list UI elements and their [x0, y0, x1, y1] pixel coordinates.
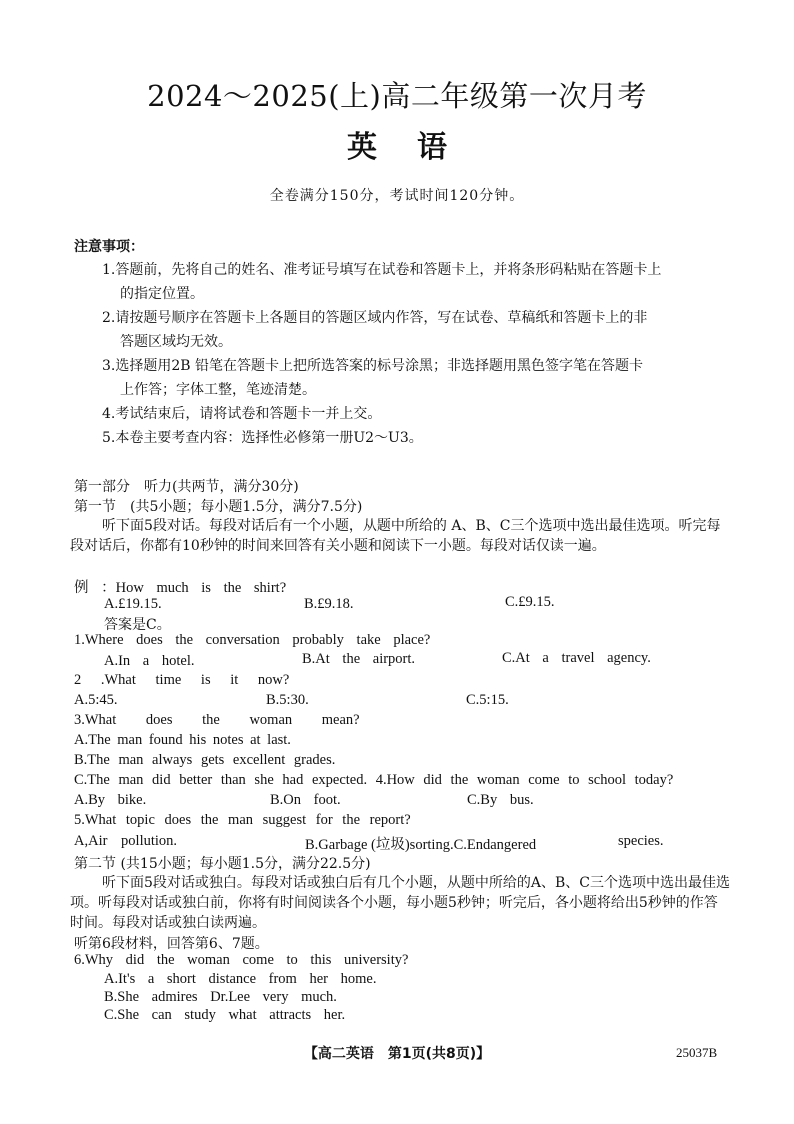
- section1-heading: 第一节 (共5小题；每小题1.5分，满分7.5分): [74, 499, 363, 515]
- note-line-cont: 答题区域均无效。: [120, 334, 232, 350]
- subject-title: 英语: [347, 130, 487, 165]
- q6-option-b: B.She admires Dr.Lee very much.: [104, 989, 337, 1005]
- section2-heading: 第二节 (共15小题；每小题1.5分，满分22.5分): [74, 856, 371, 872]
- q4-option-b: B.On foot.: [270, 792, 341, 808]
- note-line: 2.请按题号顺序在答题卡上各题目的答题区域内作答，写在试卷、草稿纸和答题卡上的非: [102, 310, 648, 326]
- q2-option-b: B.5:30.: [266, 692, 309, 708]
- q3-option-b: B.The man always gets excellent grades.: [74, 752, 336, 768]
- note-item-4: [102, 402, 722, 426]
- note-line-cont: 的指定位置。: [120, 286, 204, 302]
- note-item-2: [102, 306, 722, 354]
- note-line: 3.选择题用2B 铅笔在答题卡上把所选答案的标号涂黑；非选择题用黑色签字笔在答题卡: [102, 358, 644, 374]
- notes-heading: 注意事项：: [74, 239, 144, 255]
- full-score-note: 全卷满分150分，考试时间120分钟。: [269, 188, 525, 204]
- example-option-a: A.£19.15.: [104, 596, 162, 612]
- q1-text: 1.Where does the conversation probably take place?: [74, 632, 431, 648]
- material-note: 听第6段材料，回答第6、7题。: [74, 936, 269, 952]
- q5-option-b: B.Garbage (垃圾)sorting.C.Endangered: [305, 837, 537, 853]
- section1-instructions: 听下面5段对话。每段对话后有一个小题，从题中所给的 A、B、C三个选项中选出最佳选项。听完每段对话后，你都有10秒钟的时间来回答有关小题和阅读下一小题。每段对话仅读一遍。: [70, 518, 721, 554]
- q4-option-a: A.By bike.: [74, 792, 147, 808]
- note-line: 1.答题前，先将自己的姓名、准考证号填写在试卷和答题卡上，并将条形码粘贴在答题卡上: [102, 262, 662, 278]
- note-item-1: [102, 258, 722, 306]
- paper-code: 25037B: [676, 1045, 718, 1060]
- note-item-3: [102, 354, 722, 402]
- section2-instructions: 听下面5段对话或独白。每段对话或独白后有几个小题，从题中所给的A、B、C三个选项中选出最佳选项。听每段对话或独白前，你将有时间阅读各个小题，每小题5秒钟；听完后，各小题将给出5秒钟的作答时间。每段对话或独白读两遍。: [70, 875, 731, 931]
- q3-option-a: A.The man found his notes at last.: [74, 732, 291, 748]
- q6-option-c: C.She can study what attracts her.: [104, 1007, 346, 1023]
- q5-option-c-tail: species.: [618, 833, 664, 849]
- q1-option-b: B.At the airport.: [302, 651, 416, 667]
- note-line: 4.考试结束后，请将试卷和答题卡一并上交。: [102, 406, 382, 422]
- q2-option-a: A.5:45.: [74, 692, 118, 708]
- q4-option-c: C.By bus.: [467, 792, 534, 808]
- note-line: 5.本卷主要考查内容：选择性必修第一册U2～U3。: [102, 430, 423, 446]
- q5-text: 5.What topic does the man suggest for the report?: [74, 812, 411, 828]
- page-footer: 【高二英语 第1页(共8页)】: [303, 1046, 491, 1062]
- note-item-5: [102, 426, 722, 450]
- q1-option-c: C.At a travel agency.: [502, 650, 651, 666]
- exam-title: 2024～2025(上)高二年级第一次月考: [147, 79, 647, 113]
- example-option-c: C.£9.15.: [505, 594, 555, 610]
- q6-option-a: A.It's a short distance from her home.: [104, 971, 377, 987]
- q5-option-a: A,Air pollution.: [74, 833, 178, 849]
- q3-option-c-q4: C.The man did better than she had expected. 4.How did the woman come to school today?: [74, 772, 674, 788]
- q3-text: 3.What does the woman mean?: [74, 712, 360, 728]
- example-question: 例 ：How much is the shirt?: [74, 580, 287, 596]
- example-answer: 答案是C。: [104, 617, 171, 633]
- q2-text: 2 .What time is it now?: [74, 672, 290, 688]
- note-line-cont: 上作答；字体工整，笔迹清楚。: [120, 382, 316, 398]
- q6-text: 6.Why did the woman come to this university?: [74, 952, 409, 968]
- part1-heading: 第一部分 听力(共两节，满分30分): [74, 479, 299, 495]
- example-option-b: B.£9.18.: [304, 596, 354, 612]
- q2-option-c: C.5:15.: [466, 692, 509, 708]
- q1-option-a: A.In a hotel.: [104, 653, 195, 669]
